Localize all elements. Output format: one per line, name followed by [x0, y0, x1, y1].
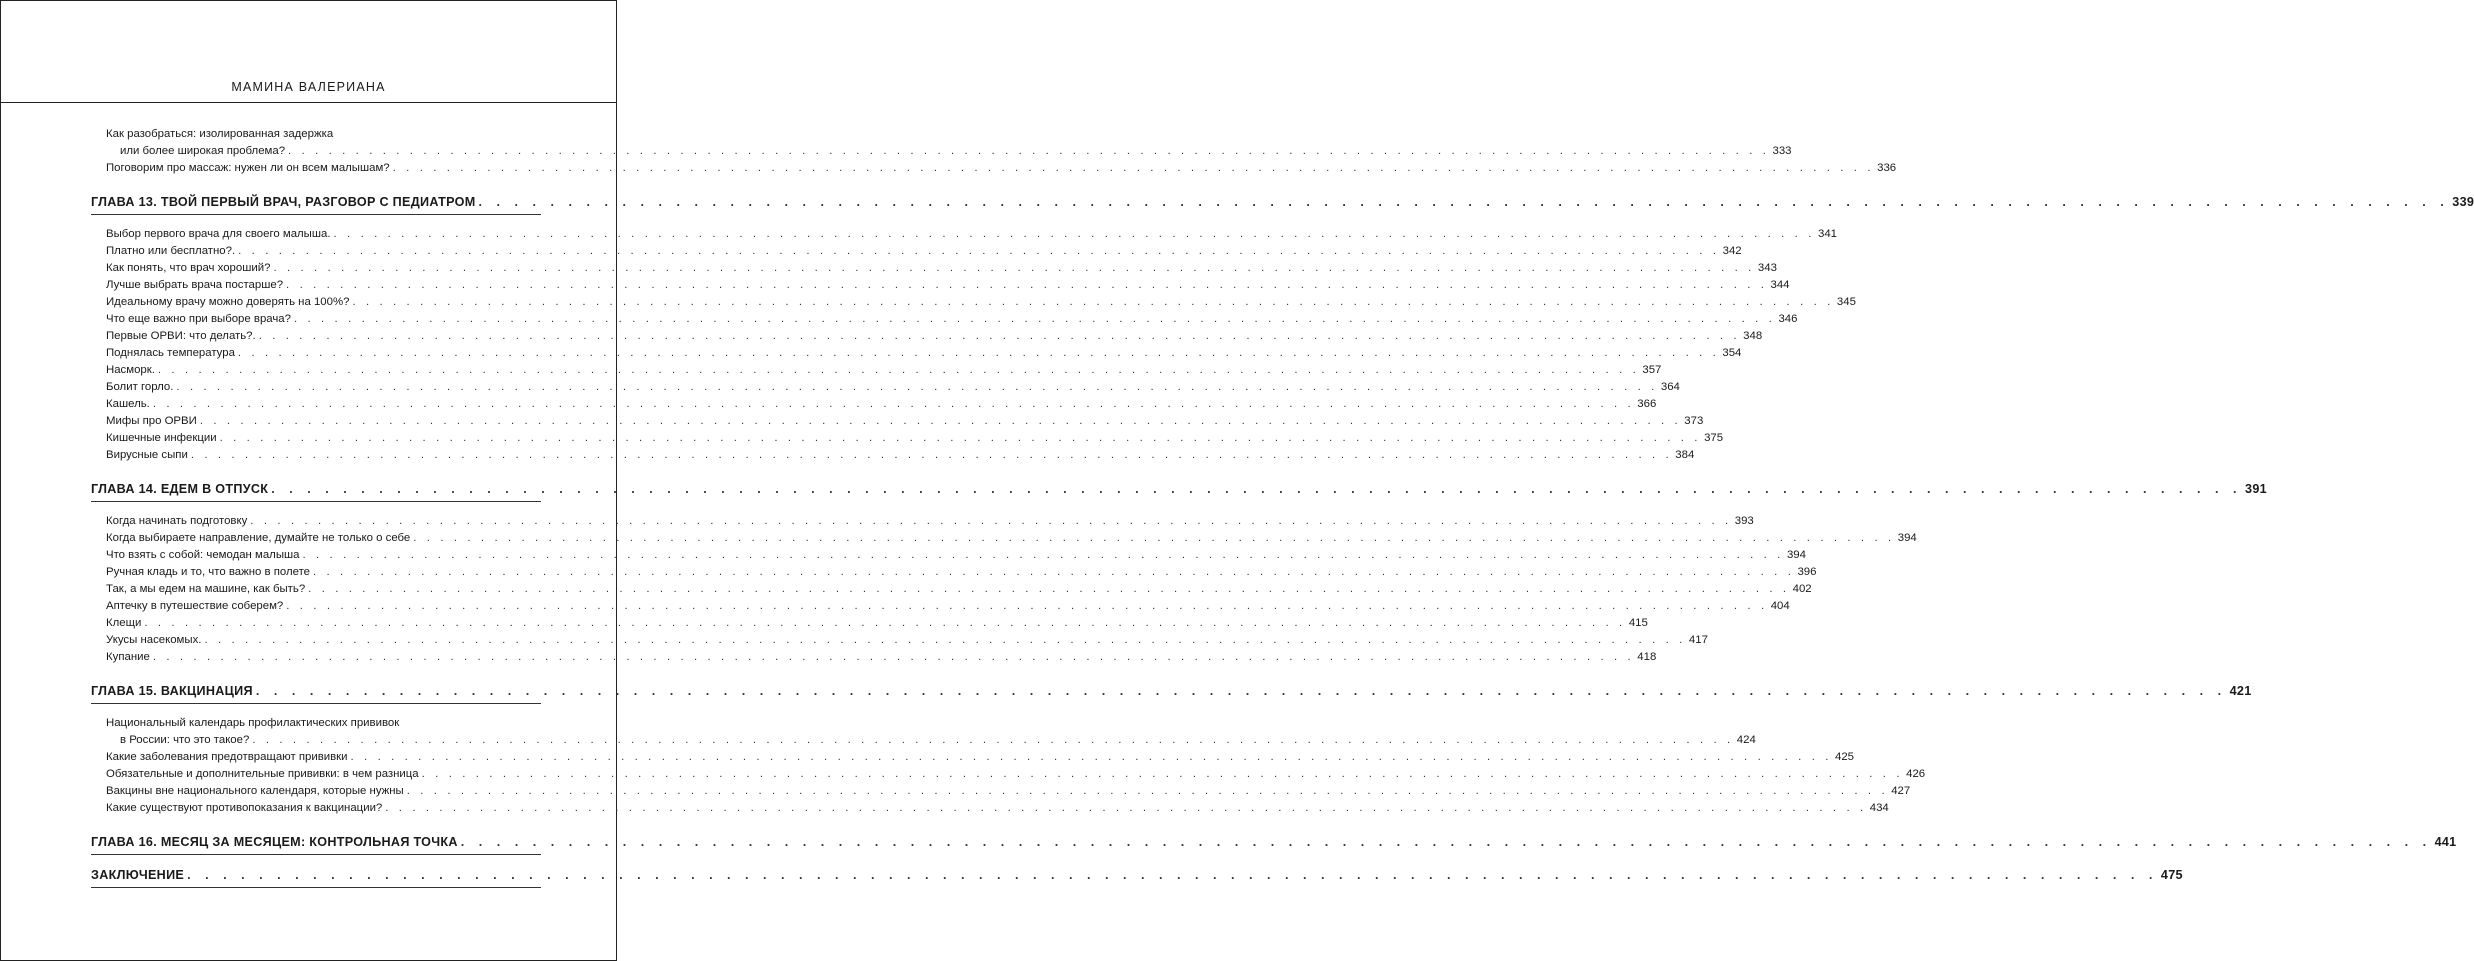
toc-entry[interactable] — [106, 362, 1662, 379]
entry-page-number: 364 — [1660, 381, 1680, 393]
dot-leader — [188, 447, 1675, 464]
toc-entry[interactable] — [106, 160, 1897, 177]
dot-leader — [150, 649, 1637, 666]
dot-leader — [184, 866, 2161, 884]
toc-chapter[interactable] — [91, 833, 2457, 851]
entry-title: Что взять с собой: чемодан малыша — [106, 549, 300, 561]
entry-title: Когда начинать подготовку — [106, 515, 248, 527]
chapter-page-number: 475 — [2160, 868, 2183, 882]
entry-title: Поднялась температура — [106, 347, 235, 359]
entry-title: Мифы про ОРВИ — [106, 415, 197, 427]
entry-title: Идеальному врачу можно доверять на 100%? — [106, 296, 350, 308]
entry-page-number: 354 — [1722, 347, 1742, 359]
entry-page-number: 366 — [1637, 398, 1657, 410]
entry-title: Вакцины вне национального календаря, которые нужны — [106, 785, 404, 797]
entry-title: Выбор первого врача для своего малыша. — [106, 228, 331, 240]
entry-page-number: 396 — [1797, 566, 1817, 578]
toc-chapter[interactable] — [91, 866, 2183, 884]
entry-page-number: 346 — [1778, 313, 1798, 325]
dot-leader — [256, 328, 1743, 345]
toc-entry[interactable] — [106, 547, 1806, 564]
dot-leader — [270, 260, 1757, 277]
entry-page-number: 394 — [1897, 532, 1917, 544]
toc-entry[interactable] — [106, 581, 1812, 598]
dot-leader — [201, 632, 1688, 649]
entry-title: Кишечные инфекции — [106, 432, 217, 444]
entry-title: Обязательные и дополнительные прививки: в чем разница — [106, 768, 419, 780]
entry-title: Платно или бесплатно?. — [106, 245, 236, 257]
entry-page-number: 404 — [1770, 600, 1790, 612]
dot-leader — [235, 243, 1722, 260]
entry-title: Клещи — [106, 617, 142, 629]
entry-title: Лучше выбрать врача постарше? — [106, 279, 284, 291]
entry-title: Поговорим про массаж: нужен ли он всем малышам? — [106, 162, 390, 174]
dot-leader — [348, 749, 1835, 766]
toc-entry[interactable] — [106, 311, 1798, 328]
entry-page-number: 333 — [1772, 145, 1792, 157]
entry-title: Кашель. — [106, 398, 150, 410]
entry-page-number: 424 — [1736, 734, 1756, 746]
entry-page-number: 415 — [1628, 617, 1648, 629]
chapter-rule — [91, 854, 541, 855]
toc-entry[interactable] — [106, 396, 1657, 413]
dot-leader — [155, 362, 1642, 379]
entry-page-number: 394 — [1786, 549, 1806, 561]
entry-page-number: 342 — [1722, 245, 1742, 257]
dot-leader — [419, 766, 1906, 783]
entry-page-number: 348 — [1743, 330, 1763, 342]
toc-entry[interactable] — [106, 564, 1817, 581]
dot-leader — [382, 800, 1869, 817]
entry-title: Вирусные сыпи — [106, 449, 188, 461]
toc-entry[interactable] — [106, 513, 1754, 530]
dot-leader — [268, 480, 2245, 498]
toc-entry[interactable] — [106, 328, 1763, 345]
entry-page-number: 434 — [1869, 802, 1889, 814]
entry-title: Какие существуют противопоказания к вакцинации? — [106, 802, 383, 814]
dot-leader — [476, 193, 2453, 211]
chapter-page-number: 391 — [2245, 482, 2267, 496]
toc-entry[interactable] — [106, 430, 1724, 447]
toc-entry[interactable] — [106, 615, 1648, 632]
toc-entry[interactable] — [106, 243, 1742, 260]
entry-page-number: 344 — [1770, 279, 1790, 291]
chapter-rule — [91, 887, 541, 888]
chapter-page-number: 441 — [2434, 835, 2457, 849]
entry-page-number: 393 — [1734, 515, 1754, 527]
entry-title: Насморк. — [106, 364, 155, 376]
dot-leader — [349, 294, 1836, 311]
toc-entry[interactable] — [106, 294, 1856, 311]
entry-title: Что еще важно при выборе врача? — [106, 313, 291, 325]
chapter-rule — [91, 501, 541, 502]
chapter-title: ГЛАВА 13. ТВОЙ ПЕРВЫЙ ВРАЧ, РАЗГОВОР С ПЕДИАТРОМ — [91, 195, 476, 209]
entry-page-number: 417 — [1688, 634, 1708, 646]
dot-leader — [247, 513, 1734, 530]
toc-entry[interactable] — [106, 260, 1777, 277]
chapter-rule — [91, 703, 541, 704]
entry-title: Болит горло. — [106, 381, 174, 393]
entry-title-line — [106, 143, 1792, 160]
entry-title: Как понять, что врач хороший? — [106, 262, 271, 274]
toc-entry[interactable] — [106, 379, 1680, 396]
toc-entry[interactable] — [106, 783, 1911, 800]
entry-title: Какие заболевания предотвращают прививки — [106, 751, 348, 763]
entry-title-line: Как разобраться: изолированная задержка — [106, 128, 334, 140]
dot-leader — [249, 732, 1736, 749]
entry-page-number: 384 — [1675, 449, 1695, 461]
entry-title: Ручная кладь и то, что важно в полете — [106, 566, 310, 578]
entry-title: Когда выбираете направление, думайте не только о себе — [106, 532, 411, 544]
chapter-title: ГЛАВА 16. МЕСЯЦ ЗА МЕСЯЦЕМ: КОНТРОЛЬНАЯ ТОЧКА — [91, 835, 458, 849]
chapter-title: ГЛАВА 15. ВАКЦИНАЦИЯ — [91, 684, 253, 698]
entry-page-number: 425 — [1835, 751, 1855, 763]
entry-text — [106, 126, 1792, 160]
toc-entry[interactable] — [106, 226, 1837, 243]
toc-chapter[interactable] — [91, 193, 2474, 211]
entry-title-continued: или более широкая проблема? — [120, 145, 286, 157]
dot-leader — [173, 379, 1660, 396]
chapter-page-number: 339 — [2452, 195, 2474, 209]
entry-title-line — [106, 732, 1756, 749]
dot-leader — [253, 682, 2230, 700]
chapter-title: ГЛАВА 14. ЕДЕМ В ОТПУСК — [91, 482, 269, 496]
dot-leader — [197, 413, 1684, 430]
toc-entry[interactable] — [106, 715, 1756, 749]
chapter-title: ЗАКЛЮЧЕНИЕ — [91, 868, 185, 882]
toc-entry[interactable] — [106, 413, 1704, 430]
dot-leader — [283, 277, 1770, 294]
entry-page-number: 373 — [1684, 415, 1704, 427]
toc-entry[interactable] — [106, 649, 1657, 666]
dot-leader — [410, 530, 1897, 547]
entry-title-continued: в России: что это такое? — [120, 734, 250, 746]
dot-leader — [404, 783, 1891, 800]
entry-page-number: 427 — [1891, 785, 1911, 797]
dot-leader — [291, 311, 1778, 328]
dot-leader — [150, 396, 1637, 413]
dot-leader — [217, 430, 1704, 447]
toc-entry[interactable] — [106, 766, 1926, 783]
entry-title: Купание — [106, 651, 150, 663]
toc-chapter[interactable] — [91, 682, 2252, 700]
toc-chapter[interactable] — [91, 480, 2267, 498]
entry-page-number: 336 — [1877, 162, 1897, 174]
dot-leader — [299, 547, 1786, 564]
entry-page-number: 341 — [1817, 228, 1837, 240]
entry-text — [106, 715, 1756, 749]
entry-page-number: 418 — [1637, 651, 1657, 663]
running-head: МАМИНА ВАЛЕРИАНА — [231, 80, 386, 94]
toc-entry[interactable] — [106, 749, 1855, 766]
dot-leader — [331, 226, 1818, 243]
toc-entry[interactable] — [106, 345, 1742, 362]
toc-entry[interactable] — [106, 447, 1695, 464]
toc-entry[interactable] — [106, 800, 1889, 817]
toc-entry[interactable] — [106, 126, 1792, 160]
header-rule — [1, 102, 616, 103]
entry-page-number: 357 — [1642, 364, 1662, 376]
toc-entry[interactable] — [106, 598, 1790, 615]
chapter-rule — [91, 214, 541, 215]
dot-leader — [235, 345, 1722, 362]
toc-entry[interactable] — [106, 632, 1708, 649]
dot-leader — [141, 615, 1628, 632]
entry-title: Первые ОРВИ: что делать?. — [106, 330, 256, 342]
toc-entry[interactable] — [106, 530, 1917, 547]
entry-title-line: Национальный календарь профилактических прививок — [106, 717, 400, 729]
entry-page-number: 343 — [1757, 262, 1777, 274]
entry-title: Укусы насекомых. — [106, 634, 202, 646]
entry-title: Аптечку в путешествие соберем? — [106, 600, 284, 612]
entry-page-number: 426 — [1906, 768, 1926, 780]
dot-leader — [305, 581, 1792, 598]
chapter-page-number: 421 — [2229, 684, 2252, 698]
entry-page-number: 345 — [1836, 296, 1856, 308]
dot-leader — [458, 833, 2435, 851]
entry-page-number: 375 — [1704, 432, 1724, 444]
entry-page-number: 402 — [1792, 583, 1812, 595]
dot-leader — [285, 143, 1772, 160]
dot-leader — [310, 564, 1797, 581]
dot-leader — [283, 598, 1770, 615]
toc-entry[interactable] — [106, 277, 1790, 294]
dot-leader — [390, 160, 1877, 177]
entry-title: Так, а мы едем на машине, как быть? — [106, 583, 306, 595]
